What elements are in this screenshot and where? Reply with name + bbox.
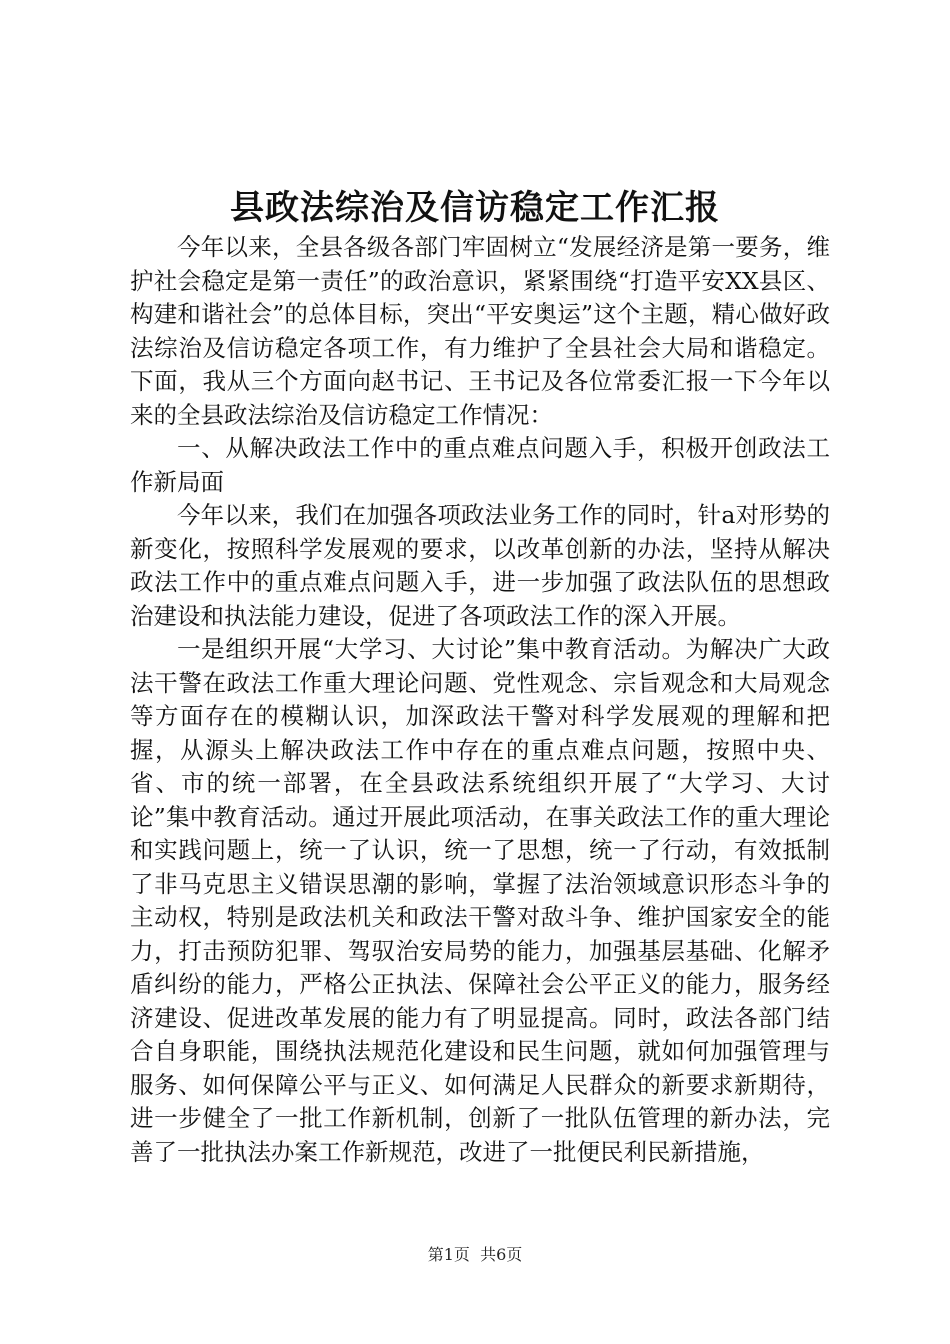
page-footer bbox=[0, 1243, 950, 1267]
paragraph-section-1-intro: 今年以来，我们在加强各项政法业务工作的同时，针a对形势的新变化，按照科学发展观的要求，以改革创新的办法，坚持从解决政法工作中的重点难点问题入手，进一步加强了政法队伍的思想政治建设和执法能力建设，促进了各项政法工作的深入开展。 bbox=[130, 501, 830, 630]
paragraph-point-1: 一是组织开展“大学习、大讨论”集中教育活动。为解决广大政法干警在政法工作重大理论问题、党性观念、宗旨观念和大局观念等方面存在的模糊认识，加深政法干警对科学发展观的理解和把握，从源头上解决政法工作中存在的重点难点问题，按照中央、省、市的统一部署，在全县政法系统组织开展了“大学习、大讨论”集中教育活动。通过开展此项活动，在事关政法工作的重大理论和实践问题上，统一了认识，统一了思想，统一了行动，有效抵制了非马克思主义错误思潮的影响，掌握了法治领域意识形态斗争的主动权，特别是政法机关和政法干警对敌斗争、维护国家安全的能力，打击预防犯罪、驾驭治安局势的能力，加强基层基础、化解矛盾纠纷的能力，严格公正执法、保障社会公平正义的能力，服务经济建设、促进改革发展的能力有了明显提高。同时，政法各部门结合自身职能，围绕执法规范化建设和民生问题，就如何加强管理与服务、如何保障公平与正义、如何满足人民群众的新要求新期待，进一步健全了一批工作新机制，创新了一批队伍管理的新办法，完善了一批执法办案工作新规范，改进了一批便民利民新措施， bbox=[130, 635, 830, 1166]
document-title: 县政法综治及信访稳定工作汇报 bbox=[230, 188, 720, 228]
page-total: 共6页 bbox=[480, 1245, 523, 1264]
document-body bbox=[130, 231, 830, 1169]
paragraph-intro: 今年以来，全县各级各部门牢固树立“发展经济是第一要务，维护社会稳定是第一责任”的政治意识，紧紧围绕“打造平安XX县区、构建和谐社会”的总体目标，突出“平安奥运”这个主题，精心做好政法综治及信访稳定各项工作，有力维护了全县社会大局和谐稳定。下面，我从三个方面向赵书记、王书记及各位常委汇报一下今年以来的全县政法综治及信访稳定工作情况： bbox=[130, 233, 830, 429]
footer-spacer bbox=[470, 1245, 480, 1264]
section-heading-1: 一、从解决政法工作中的重点难点问题入手，积极开创政法工作新局面 bbox=[130, 434, 830, 496]
page-number: 第1页 bbox=[427, 1245, 470, 1264]
